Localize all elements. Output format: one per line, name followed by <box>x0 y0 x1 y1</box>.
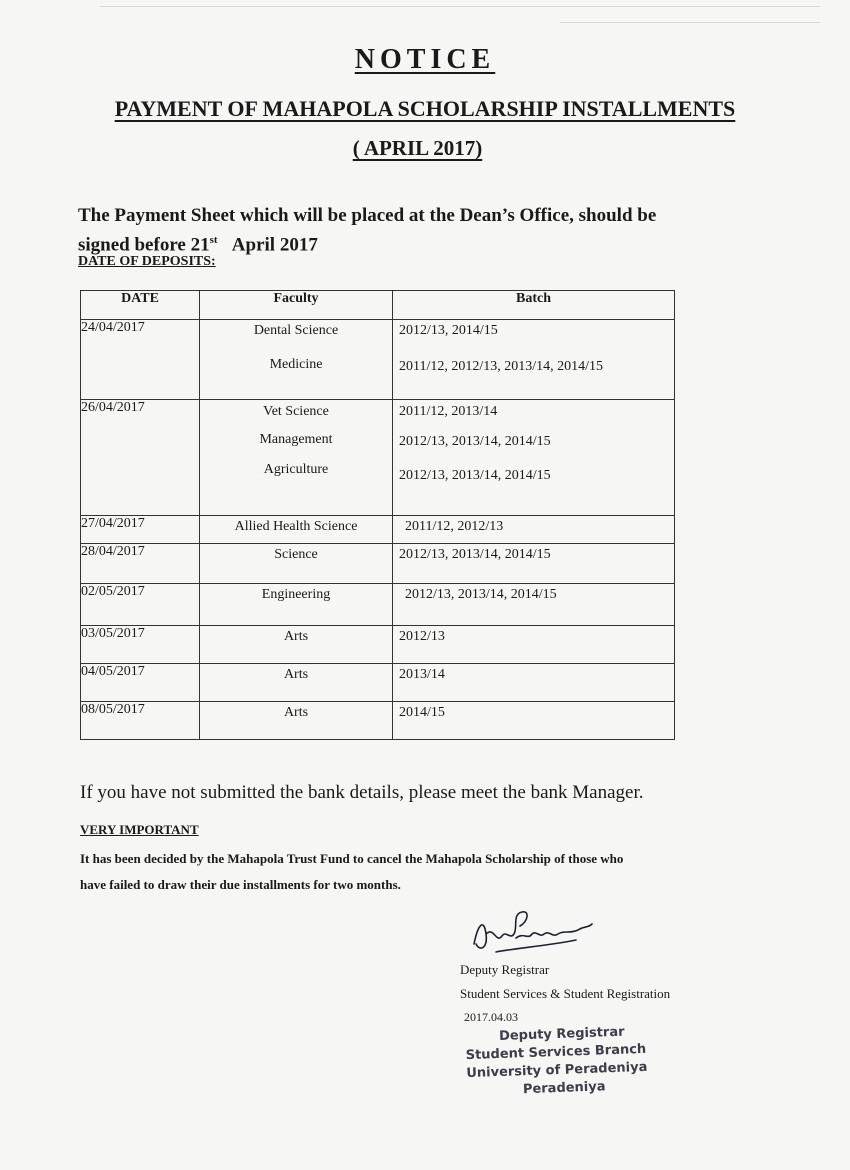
decision-line-1: It has been decided by the Mahapola Trust Fund to cancel the Mahapola Scholarship of those who <box>80 851 624 866</box>
faculty-line: Agriculture <box>263 462 329 477</box>
batch-line: 2013/14 <box>399 667 445 682</box>
batch-line: 2012/13, 2013/14, 2014/15 <box>399 468 551 483</box>
table-header-row <box>81 291 675 320</box>
row-batch <box>393 626 675 664</box>
row-batch <box>393 516 675 544</box>
table-row <box>81 320 675 400</box>
signatory-title: Deputy Registrar <box>460 962 550 977</box>
row-batch <box>393 664 675 702</box>
table-row <box>81 544 675 584</box>
signatory-office: Student Services & Student Registration <box>460 986 671 1001</box>
row-faculty <box>200 516 393 544</box>
lead-instruction <box>78 204 778 257</box>
stamp-line: University of Peradeniya <box>466 1059 648 1082</box>
table-row <box>81 516 675 544</box>
row-date-text: 02/05/2017 <box>81 584 145 599</box>
notice-subtitle: PAYMENT OF MAHAPOLA SCHOLARSHIP INSTALLMENTS <box>114 96 736 121</box>
header-date: DATE <box>81 291 200 320</box>
row-batch <box>393 320 675 400</box>
lead-line-1: The Payment Sheet which will be placed at the Dean’s Office, should be <box>78 205 657 226</box>
official-stamp <box>465 1023 649 1101</box>
row-faculty <box>200 664 393 702</box>
faculty-line: Arts <box>283 667 309 682</box>
row-date <box>81 664 200 702</box>
batch-line: 2011/12, 2013/14 <box>399 404 498 419</box>
batch-line: 2014/15 <box>399 705 445 720</box>
row-faculty <box>200 702 393 740</box>
row-date <box>81 544 200 584</box>
important-heading: VERY IMPORTANT <box>80 822 199 837</box>
row-date <box>81 626 200 664</box>
row-date-text: 26/04/2017 <box>81 400 145 415</box>
row-batch <box>393 584 675 626</box>
row-date-text: 28/04/2017 <box>81 544 145 559</box>
row-date-text: 08/05/2017 <box>81 702 145 717</box>
lead-line-2-suffix: April 2017 <box>231 234 318 256</box>
faculty-line: Medicine <box>269 357 323 372</box>
row-batch <box>393 544 675 584</box>
row-batch <box>393 400 675 516</box>
row-date <box>81 584 200 626</box>
signature-date: 2017.04.03 <box>464 1010 518 1024</box>
faculty-line: Arts <box>283 705 309 720</box>
lead-line-2-sup: st <box>209 234 218 246</box>
row-date-text: 24/04/2017 <box>81 320 145 335</box>
row-faculty <box>200 626 393 664</box>
row-batch <box>393 702 675 740</box>
row-date <box>81 320 200 400</box>
row-faculty <box>200 320 393 400</box>
batch-line: 2012/13, 2013/14, 2014/15 <box>399 547 551 562</box>
faculty-line: Management <box>259 432 333 447</box>
faculty-line: Arts <box>283 629 309 644</box>
faculty-line: Dental Science <box>253 323 339 338</box>
row-date-text: 27/04/2017 <box>81 516 145 531</box>
row-date <box>81 400 200 516</box>
row-date <box>81 702 200 740</box>
table-row <box>81 400 675 516</box>
batch-line: 2012/13, 2013/14, 2014/15 <box>399 434 551 449</box>
signature-image <box>466 904 596 964</box>
row-date-text: 03/05/2017 <box>81 626 145 641</box>
table-row <box>81 702 675 740</box>
notice-month: ( APRIL 2017) <box>352 136 483 160</box>
lead-line-2-prefix: signed before 21 <box>78 234 210 256</box>
deposits-heading: DATE OF DEPOSITS: <box>78 254 216 269</box>
batch-line: 2012/13, 2014/15 <box>399 323 498 338</box>
bleed-through-line <box>100 6 820 7</box>
row-date <box>81 516 200 544</box>
faculty-line: Engineering <box>261 587 331 602</box>
deposits-table <box>80 290 675 740</box>
header-batch: Batch <box>393 291 675 320</box>
row-faculty <box>200 544 393 584</box>
header-faculty: Faculty <box>200 291 393 320</box>
faculty-line: Vet Science <box>263 404 329 419</box>
bank-details-note: If you have not submitted the bank details, please meet the bank Manager. <box>80 782 644 803</box>
notice-title: NOTICE <box>354 44 496 75</box>
row-faculty <box>200 400 393 516</box>
faculty-line: Allied Health Science <box>234 519 358 534</box>
batch-line: 2012/13 <box>399 629 445 644</box>
decision-line-2: have failed to draw their due installments for two months. <box>80 877 401 892</box>
table-row <box>81 584 675 626</box>
row-date-text: 04/05/2017 <box>81 664 145 679</box>
batch-line: 2012/13, 2013/14, 2014/15 <box>405 587 557 602</box>
lead-line-2 <box>78 228 778 257</box>
row-faculty <box>200 584 393 626</box>
stamp-line: Deputy Registrar <box>498 1024 625 1044</box>
batch-line: 2011/12, 2012/13, 2013/14, 2014/15 <box>399 359 604 374</box>
bleed-through-line <box>560 22 820 23</box>
table-row <box>81 626 675 664</box>
stamp-line: Peradeniya <box>522 1079 606 1098</box>
faculty-line: Science <box>274 547 318 562</box>
decision-text <box>80 846 780 898</box>
stamp-line: Student Services Branch <box>465 1041 647 1064</box>
batch-line: 2011/12, 2012/13 <box>405 519 504 534</box>
table-row <box>81 664 675 702</box>
